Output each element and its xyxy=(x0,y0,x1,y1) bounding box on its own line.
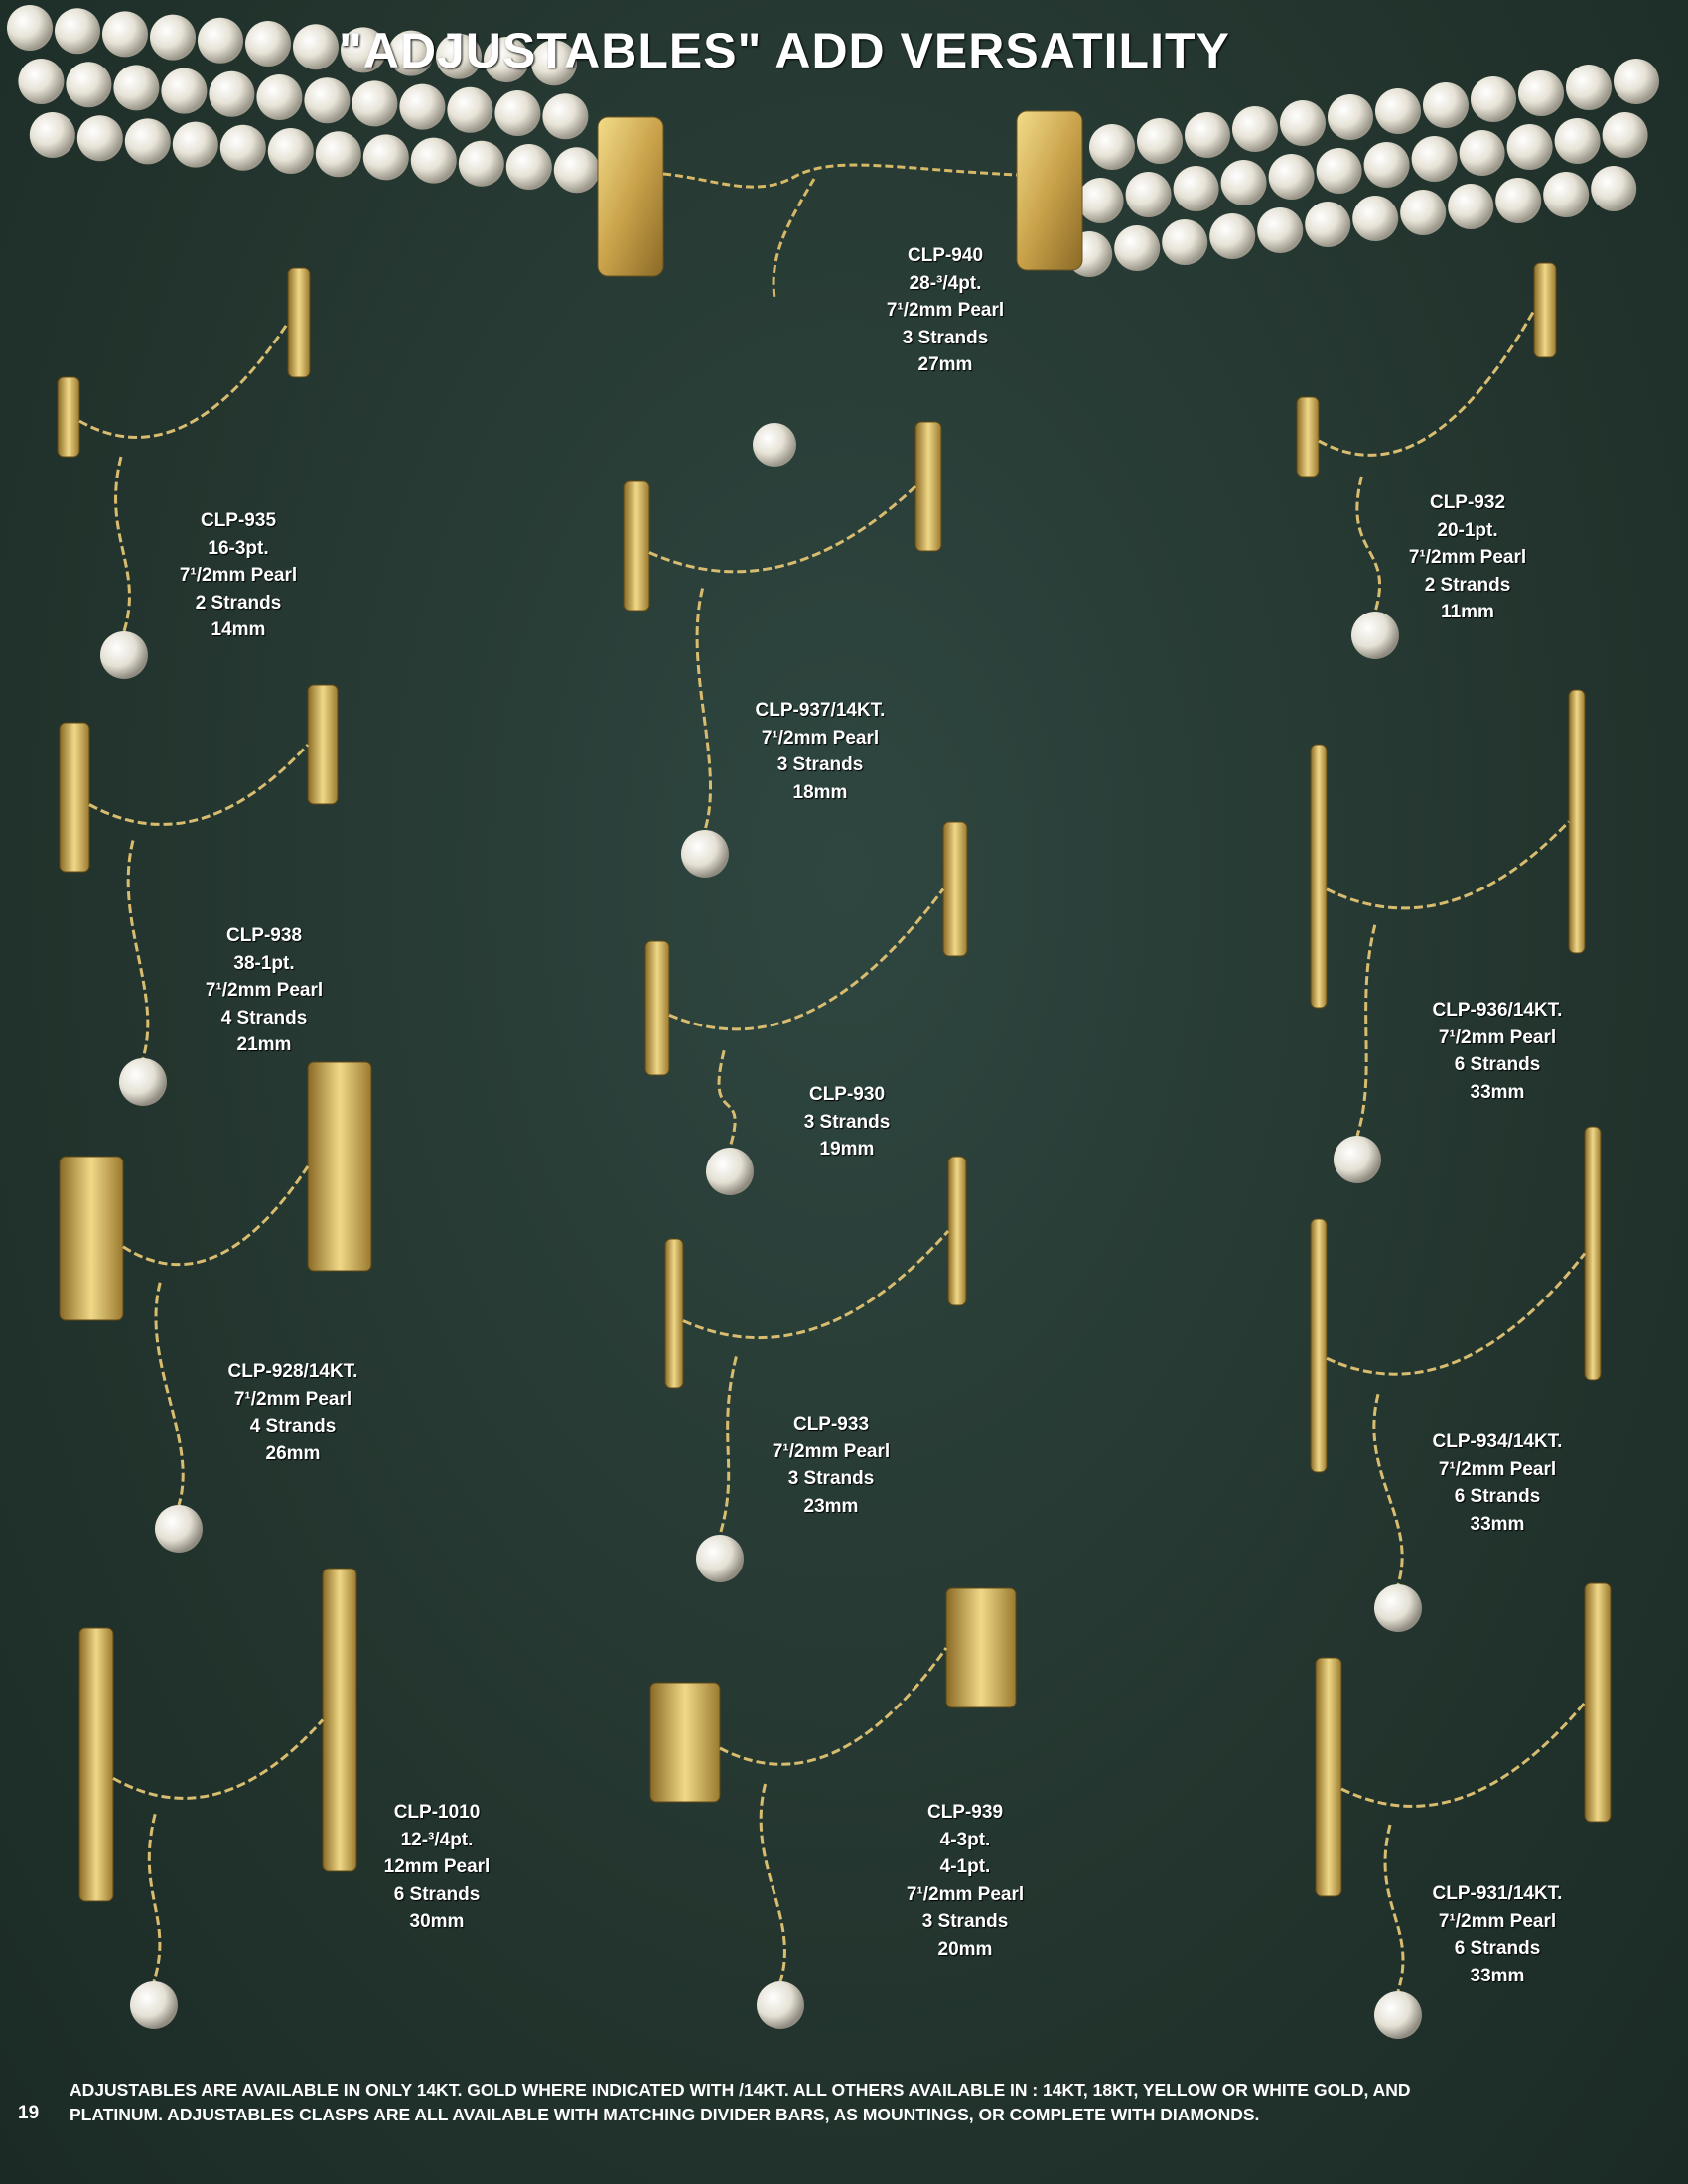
chain xyxy=(720,1357,736,1536)
product-code: CLP-937/14KT. xyxy=(755,700,886,721)
pearl-drop xyxy=(706,1148,754,1195)
clasp-bar xyxy=(1585,1127,1601,1380)
product-label-clp-938: CLP-938 38-1pt. 7¹/2mm Pearl 4 Strands 21mm xyxy=(175,922,353,1059)
pearl-drop xyxy=(130,1981,178,2029)
clasp-bar xyxy=(1534,263,1556,357)
pearl-drop xyxy=(696,1535,744,1582)
product-code: CLP-939 xyxy=(926,1802,1004,1823)
product-label-clp-1010: CLP-1010 12-³/4pt. 12mm Pearl 6 Strands 30mm xyxy=(348,1799,526,1936)
clasp-bar xyxy=(79,1628,113,1901)
pearl-drop xyxy=(1374,1991,1422,2039)
chain xyxy=(1327,822,1569,908)
clasp-bar xyxy=(288,268,310,377)
chain xyxy=(79,323,288,437)
clasp-bar xyxy=(1316,1658,1341,1896)
product-label-clp-934: CLP-934/14KT. 7¹/2mm Pearl 6 Strands 33mm xyxy=(1398,1429,1597,1538)
product-code: CLP-931/14KT. xyxy=(1432,1883,1563,1904)
clasp-bar xyxy=(645,941,669,1075)
chain xyxy=(128,841,148,1059)
page-title: "ADJUSTABLES" ADD VERSATILITY xyxy=(339,23,1230,78)
chain xyxy=(761,1784,784,1981)
clasp-bar xyxy=(308,685,338,804)
product-code: CLP-934/14KT. xyxy=(1432,1432,1563,1452)
product-code: CLP-932 xyxy=(1429,492,1506,513)
pearl-drop xyxy=(1334,1136,1381,1183)
chain xyxy=(720,1648,946,1764)
chain xyxy=(113,1720,323,1799)
chain xyxy=(123,1166,308,1265)
clasp-bar xyxy=(60,1157,123,1320)
product-label-clp-928: CLP-928/14KT. 7¹/2mm Pearl 4 Strands 26mm xyxy=(194,1358,392,1467)
pearl-drop xyxy=(155,1505,203,1553)
pearl-drop xyxy=(1374,1584,1422,1632)
chain xyxy=(1327,1254,1585,1375)
product-label-clp-933: CLP-933 7¹/2mm Pearl 3 Strands 23mm xyxy=(742,1411,920,1520)
product-code: CLP-930 xyxy=(808,1084,886,1105)
clasp-bar xyxy=(1569,690,1585,953)
pearl-drop xyxy=(119,1058,167,1106)
product-label-clp-937: CLP-937/14KT. 7¹/2mm Pearl 3 Strands 18mm xyxy=(721,697,919,806)
product-code: CLP-933 xyxy=(792,1414,870,1434)
chain xyxy=(156,1283,183,1505)
product-code: CLP-938 xyxy=(225,925,303,946)
chain xyxy=(669,889,943,1029)
product-code: CLP-1010 xyxy=(393,1802,481,1823)
product-code: CLP-940 xyxy=(907,245,984,266)
clasp-bar xyxy=(946,1588,1016,1707)
footer-line-2: PLATINUM. ADJUSTABLES CLASPS ARE ALL AVAILABLE WITH MATCHING DIVIDER BARS, AS MOUNTINGS, OR COMPLETE WITH DIAMONDS. xyxy=(70,2105,1260,2124)
clasp-bar xyxy=(1311,745,1327,1008)
pendant-pearl xyxy=(753,423,796,467)
clasp-bar xyxy=(948,1157,966,1305)
chain xyxy=(116,457,130,631)
product-code: CLP-928/14KT. xyxy=(227,1361,358,1382)
footer-note xyxy=(70,2078,1559,2127)
clasp-bar xyxy=(650,1683,720,1802)
clasp-bar xyxy=(624,481,649,611)
chain xyxy=(1341,1703,1585,1806)
product-label-clp-930: CLP-930 3 Strands 19mm xyxy=(758,1081,936,1163)
page-number: 19 xyxy=(18,2103,40,2123)
chain xyxy=(1357,925,1375,1136)
product-label-clp-932: CLP-932 20-1pt. 7¹/2mm Pearl 2 Strands 11mm xyxy=(1378,489,1557,626)
pearl-drop xyxy=(100,631,148,679)
product-code: CLP-935 xyxy=(200,510,277,531)
clasp-bar xyxy=(308,1062,371,1271)
chain xyxy=(1319,311,1534,456)
clasp-bar xyxy=(915,422,941,551)
clasp-bar xyxy=(1585,1583,1611,1822)
product-label-clp-939: CLP-939 4-3pt. 4-1pt. 7¹/2mm Pearl 3 Strands 20mm xyxy=(876,1799,1055,1963)
clasp-bar xyxy=(1297,397,1319,477)
product-label-clp-940: CLP-940 28-³/4pt. 7¹/2mm Pearl 3 Strands 27mm xyxy=(856,242,1035,379)
pearl-drop xyxy=(681,830,729,878)
clasp-bar xyxy=(1311,1219,1327,1472)
chain xyxy=(89,745,308,824)
chain xyxy=(149,1814,160,1981)
clasp-bar xyxy=(943,822,967,956)
product-code: CLP-936/14KT. xyxy=(1432,1000,1563,1021)
chain xyxy=(1357,477,1380,612)
clasp-bar xyxy=(58,377,79,457)
chain xyxy=(683,1231,948,1338)
product-label-clp-931: CLP-931/14KT. 7¹/2mm Pearl 6 Strands 33mm xyxy=(1398,1880,1597,1989)
chain xyxy=(649,486,915,572)
product-label-clp-935: CLP-935 16-3pt. 7¹/2mm Pearl 2 Strands 14mm xyxy=(149,507,328,644)
product-label-clp-936: CLP-936/14KT. 7¹/2mm Pearl 6 Strands 33mm xyxy=(1398,997,1597,1106)
chain xyxy=(719,1050,735,1148)
clasp-bar xyxy=(665,1239,683,1388)
chain xyxy=(697,589,710,831)
footer-line-1: ADJUSTABLES ARE AVAILABLE IN ONLY 14KT. GOLD WHERE INDICATED WITH /14KT. ALL OTHERS AVAILABLE IN : 14KT, 18KT, YELLOW OR WHITE GOLD, AND xyxy=(70,2080,1411,2100)
pearl-drop xyxy=(757,1981,804,2029)
clasp-bar xyxy=(60,723,89,872)
